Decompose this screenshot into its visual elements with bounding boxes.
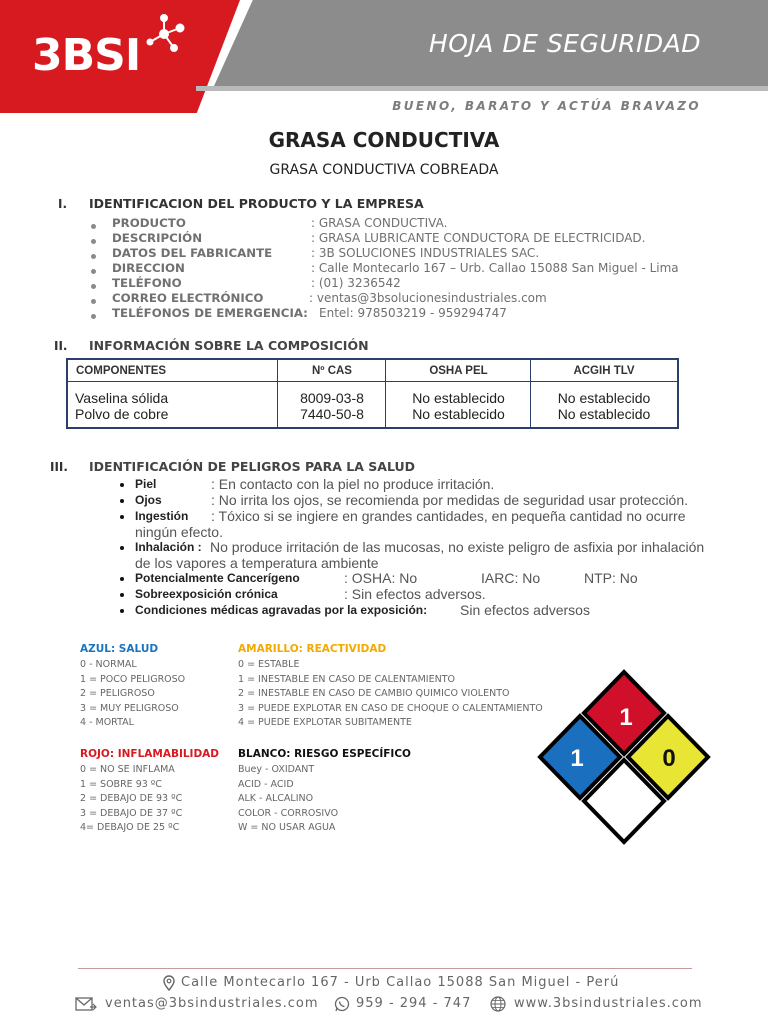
nfpa-health-value: 1 bbox=[570, 745, 584, 772]
field-label-descripcion: DESCRIPCIÓN bbox=[112, 231, 203, 245]
field-value-emergencia: Entel: 978503219 - 959294747 bbox=[319, 306, 507, 320]
field-value-telefono: : (01) 3236542 bbox=[311, 276, 401, 290]
hazard-text-piel: : En contacto con la piel no produce irritación. bbox=[211, 476, 495, 492]
table-cell: No establecido bbox=[557, 406, 651, 422]
table-cell: Polvo de cobre bbox=[75, 406, 169, 422]
bullet bbox=[120, 499, 124, 503]
legend-item: ALK - ALCALINO bbox=[238, 793, 314, 804]
hazard-text-inhalacion-cont: de los vapores a temperatura ambiente bbox=[135, 555, 379, 571]
hazard-text-inhalacion: No produce irritación de las mucosas, no existe peligro de asfixia por inhalación bbox=[210, 539, 705, 555]
bullet bbox=[120, 546, 124, 550]
legend-item: 2 = INESTABLE EN CASO DE CAMBIO QUIMICO VIOLENTO bbox=[238, 688, 510, 699]
nfpa-diamond bbox=[530, 668, 718, 846]
field-label-correo: CORREO ELECTRÓNICO bbox=[112, 291, 264, 305]
bullet bbox=[91, 269, 96, 274]
section-1-title: IDENTIFICACION DEL PRODUCTO Y LA EMPRESA bbox=[89, 196, 424, 211]
footer-website[interactable]: www.3bsindustriales.com bbox=[514, 996, 703, 1011]
field-label-producto: PRODUCTO bbox=[112, 216, 186, 230]
legend-item: 2 = PELIGROSO bbox=[80, 688, 155, 699]
legend-item: 0 = NO SE INFLAMA bbox=[80, 764, 175, 775]
globe-icon bbox=[489, 995, 507, 1013]
table-header-acgih: ACGIH TLV bbox=[531, 360, 677, 382]
field-value-correo: : ventas@3bsolucionesindustriales.com bbox=[309, 291, 547, 305]
section-2-title: INFORMACIÓN SOBRE LA COMPOSICIÓN bbox=[89, 338, 369, 353]
field-label-telefono: TELÉFONO bbox=[112, 276, 182, 290]
hazard-label-cancerigeno: Potencialmente Cancerígeno bbox=[135, 571, 300, 585]
hazard-label-ingestion: Ingestión bbox=[135, 509, 189, 523]
email-icon bbox=[75, 996, 97, 1012]
hazard-label-condiciones: Condiciones médicas agravadas por la exposición: bbox=[135, 603, 428, 617]
legend-title-rojo: ROJO: INFLAMABILIDAD bbox=[80, 748, 220, 760]
bullet bbox=[120, 577, 124, 581]
bullet bbox=[120, 593, 124, 597]
table-cell: No establecido bbox=[412, 390, 505, 406]
hazard-label-sobreexposicion: Sobreexposición crónica bbox=[135, 587, 278, 601]
field-value-fabricante: : 3B SOLUCIONES INDUSTRIALES SAC. bbox=[311, 246, 540, 260]
table-cell: Vaselina sólida bbox=[75, 390, 169, 406]
hazard-text-ingestion-cont: ningún efecto. bbox=[135, 524, 223, 540]
legend-item: 2 = DEBAJO DE 93 ºC bbox=[80, 793, 183, 804]
hazard-label-ojos: Ojos bbox=[135, 493, 162, 507]
legend-item: 0 = ESTABLE bbox=[238, 659, 300, 670]
field-value-descripcion: : GRASA LUBRICANTE CONDUCTORA DE ELECTRICIDAD. bbox=[311, 231, 646, 245]
section-1-number: I. bbox=[58, 197, 68, 211]
legend-item: 4 = PUEDE EXPLOTAR SUBITAMENTE bbox=[238, 717, 412, 728]
bullet bbox=[91, 224, 96, 229]
footer-email[interactable]: ventas@3bsindustriales.com bbox=[105, 996, 319, 1011]
section-3-title: IDENTIFICACIÓN DE PELIGROS PARA LA SALUD bbox=[89, 459, 416, 474]
legend-item: 0 - NORMAL bbox=[80, 659, 137, 670]
table-cell: No establecido bbox=[412, 406, 505, 422]
table-header-osha: OSHA PEL bbox=[386, 360, 531, 382]
composition-table bbox=[66, 358, 679, 429]
legend-item: ACID - ACID bbox=[238, 779, 294, 790]
legend-title-azul: AZUL: SALUD bbox=[80, 643, 159, 655]
bullet bbox=[120, 609, 124, 613]
slogan: BUENO, BARATO Y ACTÚA BRAVAZO bbox=[392, 99, 701, 113]
legend-item: 3 = MUY PELIGROSO bbox=[80, 703, 179, 714]
hazard-text-condiciones: Sin efectos adversos bbox=[460, 602, 590, 618]
header-divider bbox=[196, 86, 768, 91]
field-value-producto: : GRASA CONDUCTIVA. bbox=[311, 216, 448, 230]
table-header-cas: Nº CAS bbox=[278, 360, 386, 382]
field-value-direccion: : Calle Montecarlo 167 – Urb. Callao 15088 San Miguel - Lima bbox=[311, 261, 679, 275]
hazard-text-ojos: : No irrita los ojos, se recomienda por medidas de seguridad usar protección. bbox=[211, 492, 689, 508]
hazard-text-sobreexposicion: : Sin efectos adversos. bbox=[344, 586, 486, 602]
legend-item-no-water: W = NO USAR AGUA bbox=[238, 822, 336, 833]
table-cell: No establecido bbox=[557, 390, 651, 406]
molecule-logo-icon bbox=[140, 12, 188, 56]
legend-item: 1 = POCO PELIGROSO bbox=[80, 674, 186, 685]
legend-item: 3 = PUEDE EXPLOTAR EN CASO DE CHOQUE O CALENTAMIENTO bbox=[238, 703, 543, 714]
hazard-text-ingestion: : Tóxico si se ingiere en grandes cantidades, en pequeña cantidad no ocurre bbox=[211, 508, 686, 524]
field-label-direccion: DIRECCION bbox=[112, 261, 185, 275]
footer-address: Calle Montecarlo 167 - Urb Callao 15088 San Miguel - Perú bbox=[181, 975, 620, 990]
footer-phone: 959 - 294 - 747 bbox=[356, 996, 472, 1011]
legend-item: 4= DEBAJO DE 25 ºC bbox=[80, 822, 180, 833]
hazard-label-inhalacion: Inhalación : bbox=[135, 540, 202, 554]
legend-item: 1 = INESTABLE EN CASO DE CALENTAMIENTO bbox=[238, 674, 455, 685]
table-header-componentes: COMPONENTES bbox=[68, 360, 278, 382]
field-label-fabricante: DATOS DEL FABRICANTE bbox=[112, 246, 273, 260]
legend-title-blanco: BLANCO: RIESGO ESPECÍFICO bbox=[238, 748, 411, 760]
legend-item: 3 = DEBAJO DE 37 ºC bbox=[80, 808, 183, 819]
bullet bbox=[120, 483, 124, 487]
whatsapp-icon bbox=[334, 996, 350, 1012]
legend-item: COLOR - CORROSIVO bbox=[238, 808, 339, 819]
nfpa-flammability-value: 1 bbox=[619, 704, 633, 731]
product-subtitle: GRASA CONDUCTIVA COBREADA bbox=[269, 162, 499, 178]
legend-item: 1 = SOBRE 93 ºC bbox=[80, 779, 162, 790]
section-2-number: II. bbox=[54, 339, 68, 353]
hazard-iarc: IARC: No bbox=[481, 570, 541, 586]
company-logo: 3BSI bbox=[32, 30, 141, 81]
bullet bbox=[91, 314, 96, 319]
hazard-osha: : OSHA: No bbox=[344, 570, 418, 586]
bullet bbox=[91, 254, 96, 259]
hazard-ntp: NTP: No bbox=[584, 570, 638, 586]
table-cell: 7440-50-8 bbox=[300, 406, 364, 422]
hazard-label-piel: Piel bbox=[135, 477, 157, 491]
footer-divider bbox=[78, 968, 692, 969]
nfpa-reactivity-value: 0 bbox=[662, 745, 676, 772]
document-title: HOJA DE SEGURIDAD bbox=[428, 29, 701, 58]
bullet bbox=[91, 284, 96, 289]
section-3-number: III. bbox=[50, 460, 68, 474]
bullet bbox=[91, 299, 96, 304]
table-cell: 8009-03-8 bbox=[300, 390, 364, 406]
field-label-emergencia: TELÉFONOS DE EMERGENCIA: bbox=[112, 306, 308, 320]
legend-title-amarillo: AMARILLO: REACTIVIDAD bbox=[238, 643, 387, 655]
product-title: GRASA CONDUCTIVA bbox=[268, 128, 500, 152]
bullet bbox=[120, 515, 124, 519]
location-pin-icon bbox=[163, 975, 175, 991]
legend-item: Buey - OXIDANT bbox=[238, 764, 315, 775]
legend-item: 4 - MORTAL bbox=[80, 717, 134, 728]
bullet bbox=[91, 239, 96, 244]
